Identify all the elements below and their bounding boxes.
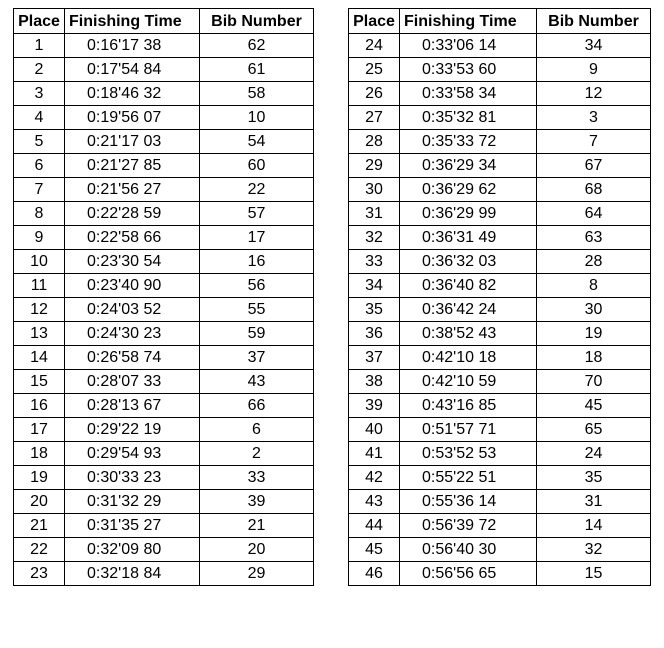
bib-number-cell: 39 <box>200 490 314 514</box>
finishing-time-cell: 0:24'03 52 <box>65 298 200 322</box>
header-bib-number: Bib Number <box>537 9 651 34</box>
bib-number-cell: 61 <box>200 58 314 82</box>
finishing-time-cell: 0:51'57 71 <box>400 418 537 442</box>
finishing-time-cell: 0:56'56 65 <box>400 562 537 586</box>
place-cell: 33 <box>349 250 400 274</box>
bib-number-cell: 66 <box>200 394 314 418</box>
table-row <box>349 226 651 250</box>
table-row <box>14 562 314 586</box>
finishing-time-cell: 0:35'32 81 <box>400 106 537 130</box>
place-cell: 4 <box>14 106 65 130</box>
place-cell: 3 <box>14 82 65 106</box>
bib-number-cell: 64 <box>537 202 651 226</box>
bib-number-cell: 63 <box>537 226 651 250</box>
table-row <box>14 58 314 82</box>
table-row <box>349 298 651 322</box>
bib-number-cell: 20 <box>200 538 314 562</box>
header-row <box>14 9 314 34</box>
bib-number-cell: 32 <box>537 538 651 562</box>
bib-number-cell: 58 <box>200 82 314 106</box>
finishing-time-cell: 0:22'58 66 <box>65 226 200 250</box>
bib-number-cell: 16 <box>200 250 314 274</box>
finishing-time-cell: 0:21'17 03 <box>65 130 200 154</box>
place-cell: 23 <box>14 562 65 586</box>
bib-number-cell: 6 <box>200 418 314 442</box>
place-cell: 16 <box>14 394 65 418</box>
header-bib-number: Bib Number <box>200 9 314 34</box>
place-cell: 24 <box>349 34 400 58</box>
table-row <box>349 394 651 418</box>
table-row <box>14 514 314 538</box>
bib-number-cell: 21 <box>200 514 314 538</box>
table-row <box>349 418 651 442</box>
finishing-time-cell: 0:42'10 18 <box>400 346 537 370</box>
table-row <box>14 106 314 130</box>
place-cell: 20 <box>14 490 65 514</box>
place-cell: 41 <box>349 442 400 466</box>
bib-number-cell: 14 <box>537 514 651 538</box>
bib-number-cell: 18 <box>537 346 651 370</box>
header-place: Place <box>14 9 65 34</box>
place-cell: 27 <box>349 106 400 130</box>
place-cell: 5 <box>14 130 65 154</box>
finishing-time-cell: 0:55'22 51 <box>400 466 537 490</box>
bib-number-cell: 33 <box>200 466 314 490</box>
place-cell: 43 <box>349 490 400 514</box>
finishing-time-cell: 0:28'07 33 <box>65 370 200 394</box>
place-cell: 14 <box>14 346 65 370</box>
table-row <box>349 490 651 514</box>
place-cell: 46 <box>349 562 400 586</box>
place-cell: 39 <box>349 394 400 418</box>
bib-number-cell: 29 <box>200 562 314 586</box>
table-row <box>14 34 314 58</box>
finishing-time-cell: 0:36'40 82 <box>400 274 537 298</box>
bib-number-cell: 67 <box>537 154 651 178</box>
table-row <box>14 226 314 250</box>
finishing-time-cell: 0:38'52 43 <box>400 322 537 346</box>
finishing-time-cell: 0:43'16 85 <box>400 394 537 418</box>
table-row <box>14 442 314 466</box>
results-table-right <box>348 8 651 586</box>
bib-number-cell: 57 <box>200 202 314 226</box>
place-cell: 34 <box>349 274 400 298</box>
place-cell: 2 <box>14 58 65 82</box>
finishing-time-cell: 0:33'06 14 <box>400 34 537 58</box>
place-cell: 26 <box>349 82 400 106</box>
bib-number-cell: 55 <box>200 298 314 322</box>
table-row <box>14 82 314 106</box>
place-cell: 35 <box>349 298 400 322</box>
finishing-time-cell: 0:29'54 93 <box>65 442 200 466</box>
finishing-time-cell: 0:24'30 23 <box>65 322 200 346</box>
place-cell: 18 <box>14 442 65 466</box>
header-place: Place <box>349 9 400 34</box>
finishing-time-cell: 0:28'13 67 <box>65 394 200 418</box>
finishing-time-cell: 0:23'40 90 <box>65 274 200 298</box>
finishing-time-cell: 0:36'29 34 <box>400 154 537 178</box>
table-row <box>349 82 651 106</box>
table-row <box>349 154 651 178</box>
place-cell: 40 <box>349 418 400 442</box>
bib-number-cell: 7 <box>537 130 651 154</box>
finishing-time-cell: 0:36'31 49 <box>400 226 537 250</box>
table-row <box>14 538 314 562</box>
place-cell: 25 <box>349 58 400 82</box>
table-row <box>14 250 314 274</box>
place-cell: 13 <box>14 322 65 346</box>
table-row <box>349 178 651 202</box>
place-cell: 29 <box>349 154 400 178</box>
finishing-time-cell: 0:17'54 84 <box>65 58 200 82</box>
table-row <box>349 130 651 154</box>
place-cell: 38 <box>349 370 400 394</box>
bib-number-cell: 45 <box>537 394 651 418</box>
header-row <box>349 9 651 34</box>
finishing-time-cell: 0:56'40 30 <box>400 538 537 562</box>
bib-number-cell: 24 <box>537 442 651 466</box>
finishing-time-cell: 0:19'56 07 <box>65 106 200 130</box>
bib-number-cell: 2 <box>200 442 314 466</box>
table-row <box>14 298 314 322</box>
table-row <box>14 178 314 202</box>
place-cell: 12 <box>14 298 65 322</box>
finishing-time-cell: 0:36'29 62 <box>400 178 537 202</box>
bib-number-cell: 8 <box>537 274 651 298</box>
finishing-time-cell: 0:30'33 23 <box>65 466 200 490</box>
table-row <box>349 202 651 226</box>
finishing-time-cell: 0:33'58 34 <box>400 82 537 106</box>
bib-number-cell: 65 <box>537 418 651 442</box>
place-cell: 36 <box>349 322 400 346</box>
place-cell: 30 <box>349 178 400 202</box>
place-cell: 37 <box>349 346 400 370</box>
finishing-time-cell: 0:33'53 60 <box>400 58 537 82</box>
table-row <box>349 562 651 586</box>
header-finishing-time: Finishing Time <box>65 9 200 34</box>
finishing-time-cell: 0:42'10 59 <box>400 370 537 394</box>
table-row <box>349 370 651 394</box>
bib-number-cell: 59 <box>200 322 314 346</box>
table-row <box>349 538 651 562</box>
table-row <box>14 130 314 154</box>
bib-number-cell: 12 <box>537 82 651 106</box>
table-row <box>349 106 651 130</box>
finishing-time-cell: 0:36'32 03 <box>400 250 537 274</box>
bib-number-cell: 3 <box>537 106 651 130</box>
finishing-time-cell: 0:23'30 54 <box>65 250 200 274</box>
table-row <box>349 58 651 82</box>
bib-number-cell: 10 <box>200 106 314 130</box>
finishing-time-cell: 0:16'17 38 <box>65 34 200 58</box>
finishing-time-cell: 0:31'35 27 <box>65 514 200 538</box>
finishing-time-cell: 0:22'28 59 <box>65 202 200 226</box>
table-row <box>349 466 651 490</box>
bib-number-cell: 60 <box>200 154 314 178</box>
bib-number-cell: 28 <box>537 250 651 274</box>
place-cell: 9 <box>14 226 65 250</box>
place-cell: 44 <box>349 514 400 538</box>
results-table-left <box>13 8 314 586</box>
place-cell: 31 <box>349 202 400 226</box>
place-cell: 8 <box>14 202 65 226</box>
table-row <box>349 34 651 58</box>
bib-number-cell: 54 <box>200 130 314 154</box>
table-row <box>14 394 314 418</box>
bib-number-cell: 56 <box>200 274 314 298</box>
table-row <box>14 466 314 490</box>
finishing-time-cell: 0:29'22 19 <box>65 418 200 442</box>
bib-number-cell: 15 <box>537 562 651 586</box>
header-finishing-time: Finishing Time <box>400 9 537 34</box>
place-cell: 32 <box>349 226 400 250</box>
place-cell: 11 <box>14 274 65 298</box>
finishing-time-cell: 0:36'29 99 <box>400 202 537 226</box>
place-cell: 7 <box>14 178 65 202</box>
place-cell: 42 <box>349 466 400 490</box>
finishing-time-cell: 0:36'42 24 <box>400 298 537 322</box>
bib-number-cell: 37 <box>200 346 314 370</box>
place-cell: 19 <box>14 466 65 490</box>
bib-number-cell: 68 <box>537 178 651 202</box>
table-row <box>14 418 314 442</box>
bib-number-cell: 70 <box>537 370 651 394</box>
table-row <box>349 250 651 274</box>
bib-number-cell: 19 <box>537 322 651 346</box>
table-row <box>14 202 314 226</box>
place-cell: 28 <box>349 130 400 154</box>
bib-number-cell: 22 <box>200 178 314 202</box>
place-cell: 45 <box>349 538 400 562</box>
place-cell: 6 <box>14 154 65 178</box>
bib-number-cell: 35 <box>537 466 651 490</box>
bib-number-cell: 34 <box>537 34 651 58</box>
table-row <box>349 514 651 538</box>
table-row <box>349 274 651 298</box>
bib-number-cell: 31 <box>537 490 651 514</box>
table-row <box>14 490 314 514</box>
table-row <box>349 322 651 346</box>
bib-number-cell: 9 <box>537 58 651 82</box>
table-row <box>14 346 314 370</box>
bib-number-cell: 43 <box>200 370 314 394</box>
finishing-time-cell: 0:26'58 74 <box>65 346 200 370</box>
finishing-time-cell: 0:53'52 53 <box>400 442 537 466</box>
finishing-time-cell: 0:55'36 14 <box>400 490 537 514</box>
finishing-time-cell: 0:32'09 80 <box>65 538 200 562</box>
finishing-time-cell: 0:21'56 27 <box>65 178 200 202</box>
table-row <box>14 154 314 178</box>
finishing-time-cell: 0:35'33 72 <box>400 130 537 154</box>
place-cell: 17 <box>14 418 65 442</box>
place-cell: 15 <box>14 370 65 394</box>
table-row <box>349 346 651 370</box>
bib-number-cell: 30 <box>537 298 651 322</box>
finishing-time-cell: 0:32'18 84 <box>65 562 200 586</box>
place-cell: 22 <box>14 538 65 562</box>
table-row <box>349 442 651 466</box>
place-cell: 10 <box>14 250 65 274</box>
table-row <box>14 274 314 298</box>
finishing-time-cell: 0:31'32 29 <box>65 490 200 514</box>
finishing-time-cell: 0:18'46 32 <box>65 82 200 106</box>
place-cell: 1 <box>14 34 65 58</box>
finishing-time-cell: 0:56'39 72 <box>400 514 537 538</box>
table-row <box>14 322 314 346</box>
table-row <box>14 370 314 394</box>
bib-number-cell: 62 <box>200 34 314 58</box>
bib-number-cell: 17 <box>200 226 314 250</box>
place-cell: 21 <box>14 514 65 538</box>
finishing-time-cell: 0:21'27 85 <box>65 154 200 178</box>
